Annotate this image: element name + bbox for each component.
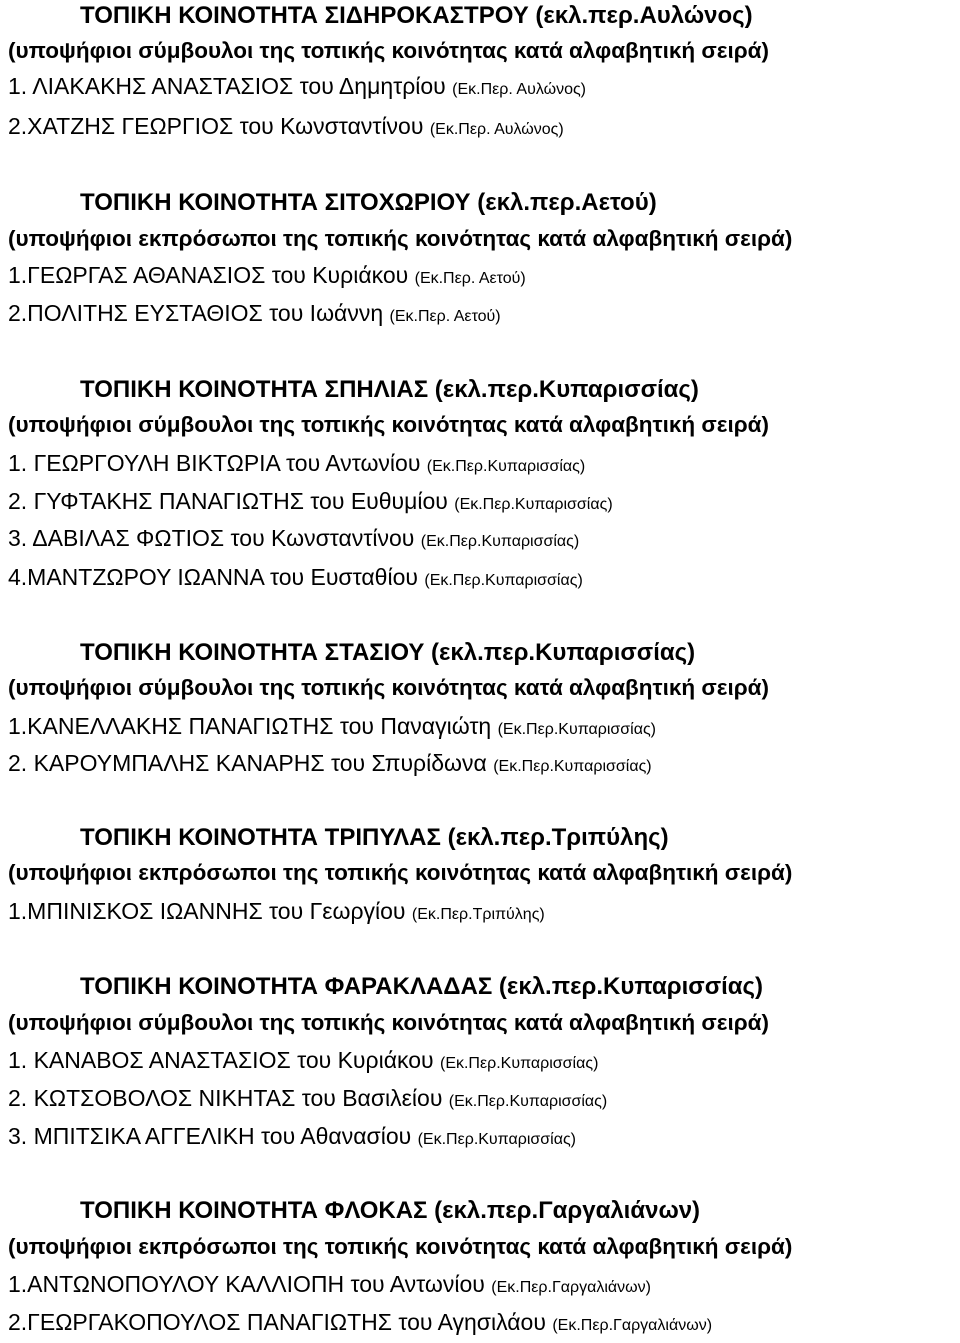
constituency-ref: (Εκ.Περ. Αετού) (414, 270, 526, 287)
constituency-ref: (Εκ.Περ. Αετού) (389, 308, 501, 325)
constituency-ref: (Εκ.Περ.Κυπαρισσίας) (497, 721, 657, 738)
candidate-entry (8, 452, 585, 475)
candidate-name: 1.ΑΝΤΩΝΟΠΟΥΛΟΥ ΚΑΛΛΙΟΠΗ του Αντωνίου (8, 1271, 492, 1297)
candidate-entry (8, 75, 586, 98)
constituency-ref: (Εκ.Περ.Γαργαλιάνων) (552, 1317, 713, 1334)
candidate-entry (8, 1087, 607, 1110)
candidate-name: 2.ΧΑΤΖΗΣ ΓΕΩΡΓΙΟΣ του Κωνσταντίνου (8, 113, 430, 139)
candidate-name: 3. ΜΠΙΤΣΙΚΑ ΑΓΓΕΛΙΚΗ του Αθανασίου (8, 1123, 418, 1149)
section-heading: ΤΟΠΙΚΗ ΚΟΙΝΟΤΗΤΑ ΣΤΑΣΙΟΥ (εκλ.περ.Κυπαρισσίας) (80, 639, 696, 666)
section-heading: ΤΟΠΙΚΗ ΚΟΙΝΟΤΗΤΑ ΦΛΟΚΑΣ (εκλ.περ.Γαργαλιάνων) (80, 1197, 701, 1224)
section-subheading: (υποψήφιοι σύμβουλοι της τοπικής κοινότητας κατά αλφαβητική σειρά) (8, 1010, 769, 1035)
candidate-entry (8, 1049, 598, 1072)
candidate-name: 1. ΚΑΝΑΒΟΣ ΑΝΑΣΤΑΣΙΟΣ του Κυριάκου (8, 1047, 440, 1073)
constituency-ref: (Εκ.Περ.Κυπαρισσίας) (426, 458, 586, 475)
constituency-ref: (Εκ.Περ.Κυπαρισσίας) (439, 1055, 599, 1072)
section-subheading: (υποψήφιοι σύμβουλοι της τοπικής κοινότητας κατά αλφαβητική σειρά) (8, 675, 769, 700)
candidate-entry (8, 527, 579, 550)
candidate-entry (8, 1311, 712, 1334)
section-heading: ΤΟΠΙΚΗ ΚΟΙΝΟΤΗΤΑ ΣΙΤΟΧΩΡΙΟΥ (εκλ.περ.Αετού) (80, 189, 657, 216)
constituency-ref: (Εκ.Περ.Κυπαρισσίας) (417, 1131, 576, 1148)
candidate-entry (8, 490, 613, 513)
candidate-name: 1.ΚΑΝΕΛΛΑΚΗΣ ΠΑΝΑΓΙΩΤΗΣ του Παναγιώτη (8, 713, 498, 739)
candidate-name: 1.ΓΕΩΡΓΑΣ ΑΘΑΝΑΣΙΟΣ του Κυριάκου (8, 262, 415, 288)
candidate-entry (8, 900, 545, 923)
candidate-entry (8, 752, 652, 775)
candidate-name: 2.ΓΕΩΡΓΑΚΟΠΟΥΛΟΣ ΠΑΝΑΓΙΩΤΗΣ του Αγησιλάου (8, 1309, 553, 1335)
section-heading: ΤΟΠΙΚΗ ΚΟΙΝΟΤΗΤΑ ΤΡΙΠΥΛΑΣ (εκλ.περ.Τριπύλης) (80, 824, 669, 851)
section-subheading: (υποψήφιοι εκπρόσωποι της τοπικής κοινότητας κατά αλφαβητική σειρά) (8, 1234, 793, 1259)
section-subheading: (υποψήφιοι σύμβουλοι της τοπικής κοινότητας κατά αλφαβητική σειρά) (8, 38, 769, 63)
constituency-ref: (Εκ.Περ.Κυπαρισσίας) (454, 496, 613, 513)
candidate-entry (8, 566, 583, 589)
candidate-entry (8, 264, 526, 287)
candidate-entry (8, 1125, 576, 1148)
constituency-ref: (Εκ.Περ.Τριπύλης) (411, 906, 545, 923)
candidate-name: 2.ΠΟΛΙΤΗΣ ΕΥΣΤΑΘΙΟΣ του Ιωάννη (8, 300, 390, 326)
constituency-ref: (Εκ.Περ.Κυπαρισσίας) (493, 758, 652, 775)
section-heading: ΤΟΠΙΚΗ ΚΟΙΝΟΤΗΤΑ ΦΑΡΑΚΛΑΔΑΣ (εκλ.περ.Κυπαρισσίας) (80, 973, 764, 1000)
candidate-name: 2. ΚΑΡΟΥΜΠΑΛΗΣ ΚΑΝΑΡΗΣ του Σπυρίδωνα (8, 750, 494, 776)
candidate-entry (8, 115, 564, 138)
constituency-ref: (Εκ.Περ.Κυπαρισσίας) (448, 1093, 608, 1110)
section-heading: ΤΟΠΙΚΗ ΚΟΙΝΟΤΗΤΑ ΣΠΗΛΙΑΣ (εκλ.περ.Κυπαρισσίας) (80, 376, 699, 403)
constituency-ref: (Εκ.Περ.Κυπαρισσίας) (424, 572, 583, 589)
candidate-entry (8, 1273, 651, 1296)
candidate-name: 2. ΚΩΤΣΟΒΟΛΟΣ ΝΙΚΗΤΑΣ του Βασιλείου (8, 1085, 449, 1111)
candidate-entry (8, 302, 501, 325)
constituency-ref: (Εκ.Περ.Κυπαρισσίας) (420, 533, 580, 550)
constituency-ref: (Εκ.Περ.Γαργαλιάνων) (491, 1279, 651, 1296)
constituency-ref: (Εκ.Περ. Αυλώνος) (452, 81, 587, 98)
section-subheading: (υποψήφιοι σύμβουλοι της τοπικής κοινότητας κατά αλφαβητική σειρά) (8, 412, 769, 437)
section-subheading: (υποψήφιοι εκπρόσωποι της τοπικής κοινότητας κατά αλφαβητική σειρά) (8, 860, 793, 885)
section-subheading: (υποψήφιοι εκπρόσωποι της τοπικής κοινότητας κατά αλφαβητική σειρά) (8, 226, 793, 251)
section-heading: ΤΟΠΙΚΗ ΚΟΙΝΟΤΗΤΑ ΣΙΔΗΡΟΚΑΣΤΡΟΥ (εκλ.περ.Αυλώνος) (80, 2, 753, 29)
candidate-name: 4.ΜΑΝΤΖΩΡΟΥ ΙΩΑΝΝΑ του Ευσταθίου (8, 564, 425, 590)
candidate-entry (8, 715, 656, 738)
candidate-name: 1. ΛΙΑΚΑΚΗΣ ΑΝΑΣΤΑΣΙΟΣ του Δημητρίου (8, 73, 453, 99)
candidate-name: 2. ΓΥΦΤΑΚΗΣ ΠΑΝΑΓΙΩΤΗΣ του Ευθυμίου (8, 488, 455, 514)
candidate-name: 3. ΔΑΒΙΛΑΣ ΦΩΤΙΟΣ του Κωνσταντίνου (8, 525, 421, 551)
candidate-name: 1.ΜΠΙΝΙΣΚΟΣ ΙΩΑΝΝΗΣ του Γεωργίου (8, 898, 412, 924)
constituency-ref: (Εκ.Περ. Αυλώνος) (429, 121, 564, 138)
candidate-name: 1. ΓΕΩΡΓΟΥΛΗ ΒΙΚΤΩΡΙΑ του Αντωνίου (8, 450, 427, 476)
